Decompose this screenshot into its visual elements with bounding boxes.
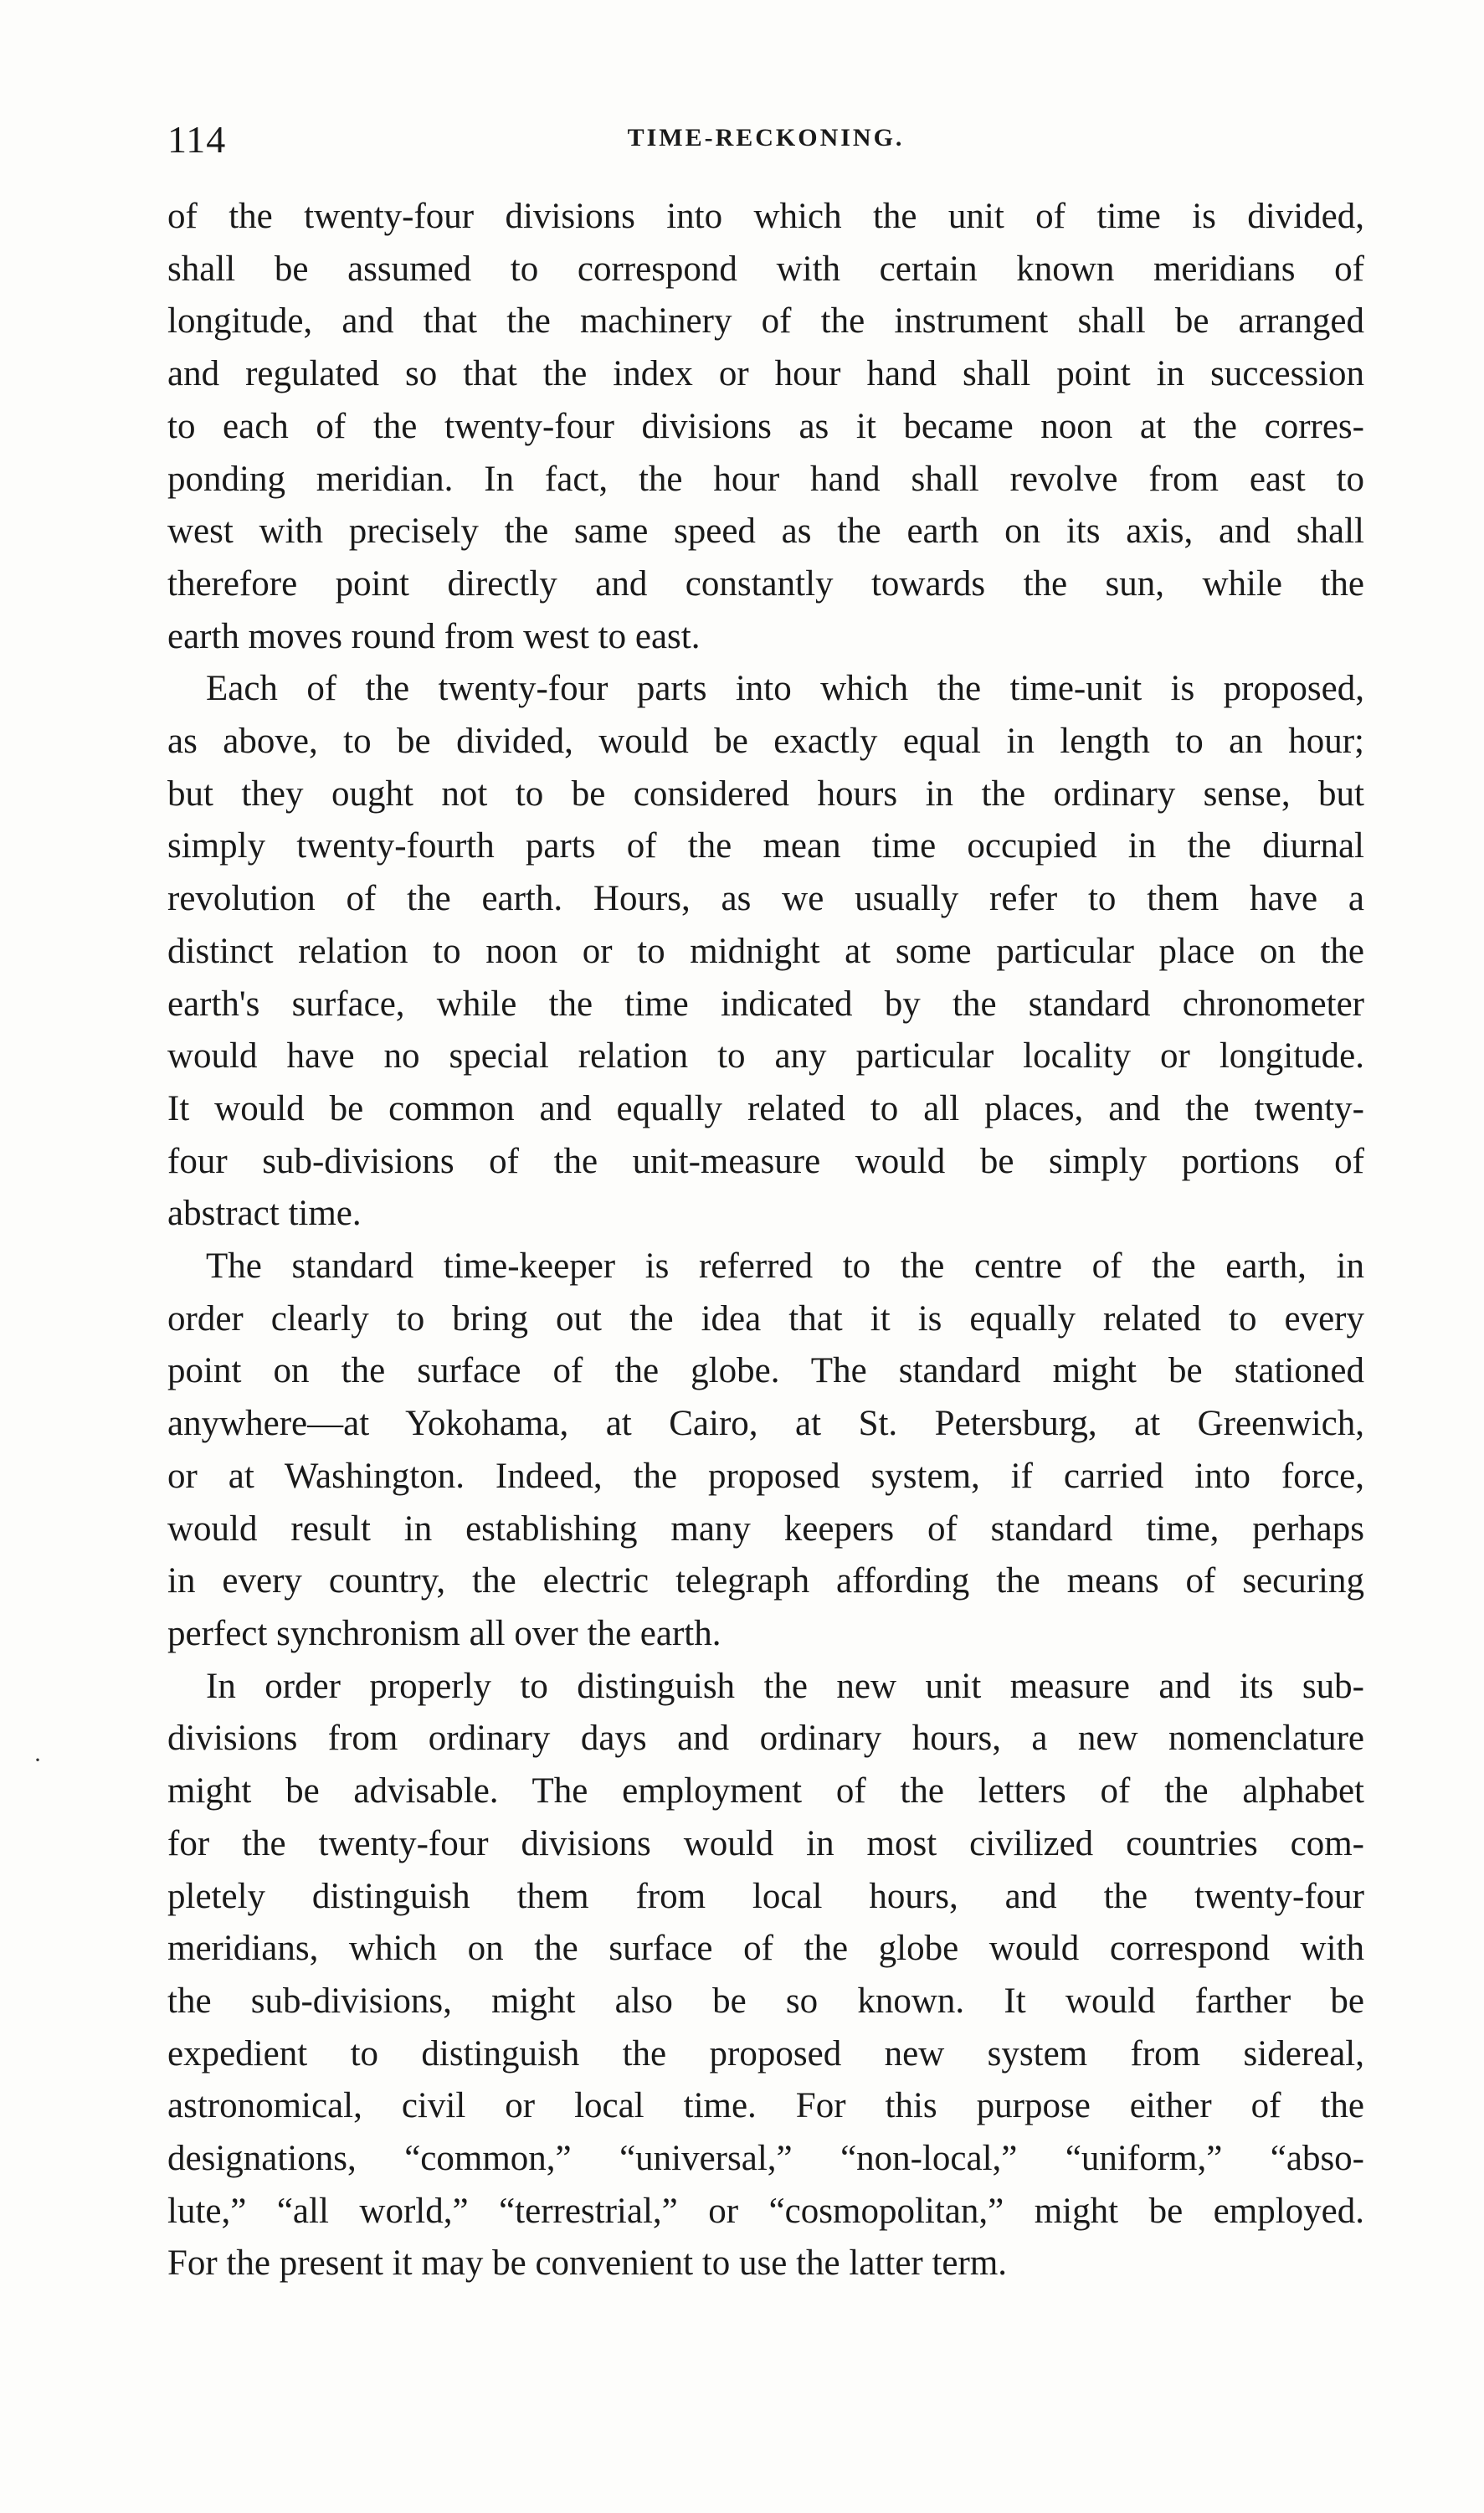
text-line: In order properly to distinguish the new unit measure and its sub- [206,1666,1364,1706]
text-line: in every country, the electric telegraph affording the means of securing [167,1561,1364,1601]
text-line: simply twenty-fourth parts of the mean time occupied in the diurnal [167,826,1364,866]
text-line: divisions from ordinary days and ordinary hours, a new nomenclature [167,1719,1364,1759]
text-line: lute,” “all world,” “terrestrial,” or “cosmopolitan,” might be employed. [167,2191,1364,2231]
text-line: to each of the twenty-four divisions as it became noon at the corres- [167,406,1364,446]
text-line: For the present it may be convenient to use the latter term. [167,2243,1008,2284]
text-line: earth moves round from west to east. [167,616,701,656]
text-line: Each of the twenty-four parts into which the time-unit is proposed, [206,669,1364,709]
text-line: anywhere—at Yokohama, at Cairo, at St. Petersburg, at Greenwich, [167,1404,1364,1444]
text-line: earth's surface, while the time indicated by the standard chronometer [167,984,1364,1024]
text-line: as above, to be divided, would be exactly equal in length to an hour; [167,722,1364,762]
text-line: astronomical, civil or local time. For this purpose either of the [167,2086,1364,2126]
text-line: longitude, and that the machinery of the instrument shall be arranged [167,301,1364,342]
paragraph-2 [167,663,1364,1241]
text-line: west with precisely the same speed as the earth on its axis, and shall [167,511,1364,552]
text-line: pletely distinguish them from local hours, and the twenty-four [167,1876,1364,1916]
text-line: expedient to distinguish the proposed new system from sidereal, [167,2033,1364,2074]
text-line: perfect synchronism all over the earth. [167,1613,721,1653]
text-line: but they ought not to be considered hours in the ordinary sense, but [167,773,1364,814]
text-line: of the twenty-four divisions into which the unit of time is divided, [167,197,1364,236]
text-line: distinct relation to noon or to midnight at some particular place on the [167,931,1364,971]
text-line: might be advisable. The employment of the letters of the alphabet [167,1771,1364,1812]
text-line: abstract time. [167,1194,362,1234]
margin-mark: · [33,1746,42,1774]
running-head [167,117,1364,167]
text-line: ponding meridian. In fact, the hour hand shall revolve from east to [167,459,1364,499]
paragraph-4 [167,1661,1364,2290]
text-line: point on the surface of the globe. The standard might be stationed [167,1351,1364,1391]
text-line: meridians, which on the surface of the globe would correspond with [167,1929,1364,1969]
text-line: or at Washington. Indeed, the proposed system, if carried into force, [167,1456,1364,1496]
text-line: for the twenty-four divisions would in most civilized countries com- [167,1823,1364,1863]
paragraph-3 [167,1241,1364,1661]
text-line: and regulated so that the index or hour hand shall point in succession [167,354,1364,394]
text-line: four sub-divisions of the unit-measure would be simply portions of [167,1141,1364,1181]
text-line: therefore point directly and constantly towards the sun, while the [167,563,1364,604]
text-line: designations, “common,” “universal,” “non-local,” “uniform,” “abso- [167,2139,1364,2179]
text-line: would have no special relation to any particular locality or longitude. [167,1036,1364,1077]
text-line: shall be assumed to correspond with certain known meridians of [167,249,1364,289]
text-line: revolution of the earth. Hours, as we usually refer to them have a [167,879,1364,919]
running-title: TIME-RECKONING. [627,124,905,152]
page-number: 114 [167,118,227,161]
text-line: the sub-divisions, might also be so known. It would farther be [167,1981,1364,2021]
paragraph-1 [167,191,1364,663]
text-line: order clearly to bring out the idea that it is equally related to every [167,1298,1364,1339]
text-line: would result in establishing many keepers of standard time, perhaps [167,1508,1364,1549]
text-line: It would be common and equally related to all places, and the twenty- [167,1088,1364,1128]
text-line: The standard time-keeper is referred to the centre of the earth, in [206,1246,1364,1287]
body-text [167,191,1364,2290]
